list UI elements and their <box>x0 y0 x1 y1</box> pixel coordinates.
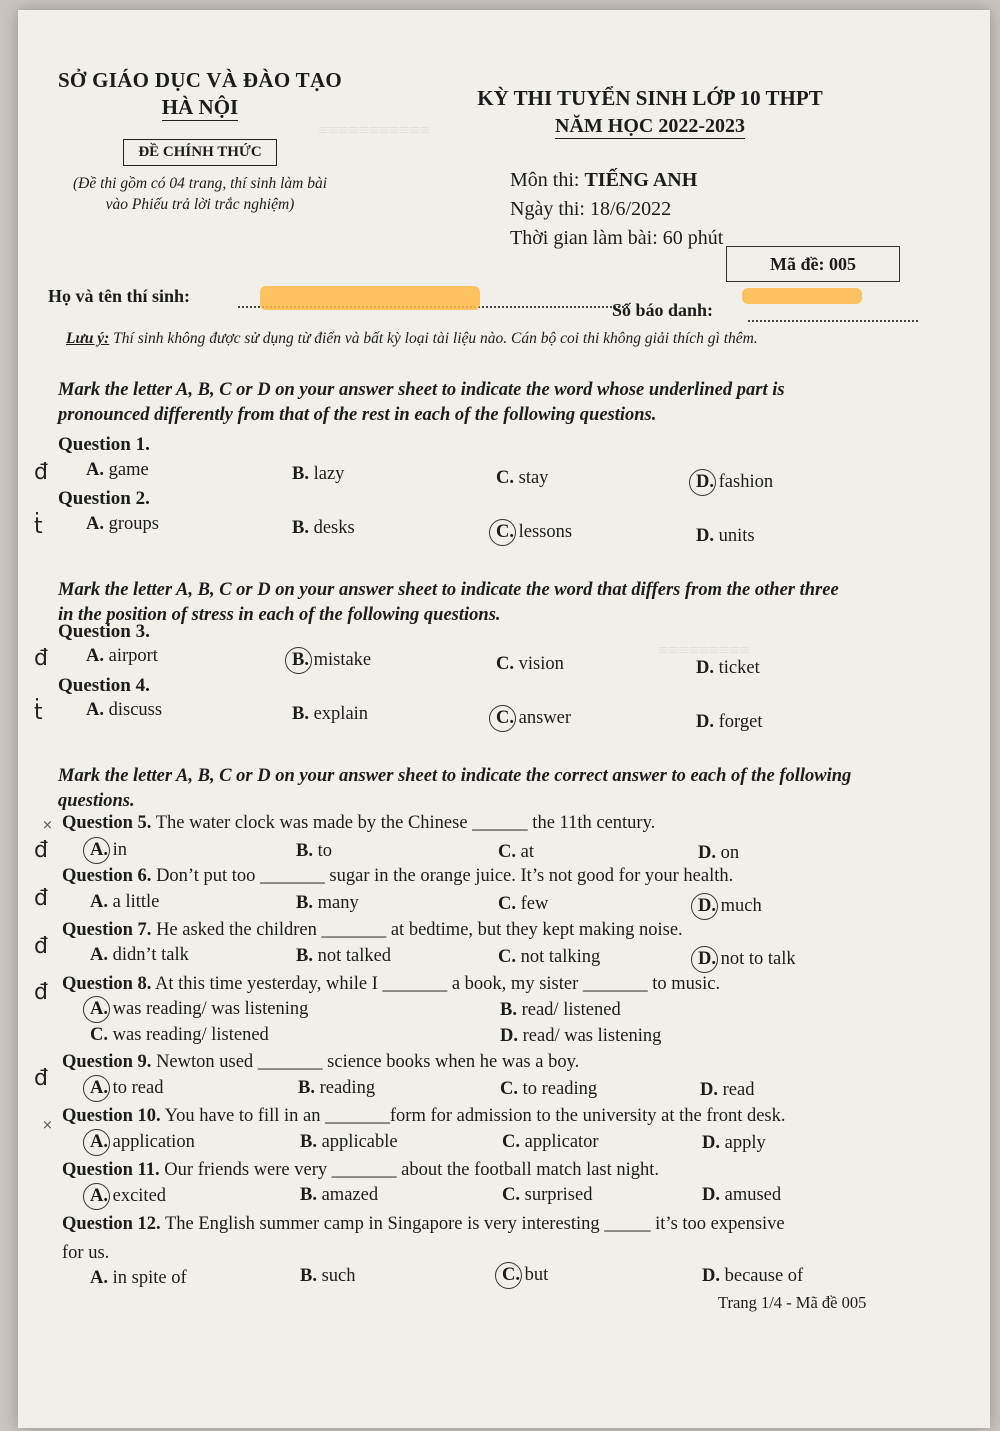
question-11: Question 11. Our friends were very _______ about the football match last night. <box>62 1160 660 1180</box>
candidate-number-field[interactable] <box>748 306 918 322</box>
q12-option-b[interactable]: B. such <box>300 1266 356 1286</box>
question-10: Question 10. You have to fill in an _______form for admission to the university at the front desk. <box>62 1106 786 1126</box>
q3-option-b[interactable]: B. mistake <box>292 650 371 671</box>
header-right <box>440 86 860 139</box>
question-1-label: Question 1. <box>58 434 150 455</box>
selected-circle <box>691 946 718 973</box>
handwritten-cross: × <box>42 818 53 833</box>
question-5: Question 5. The water clock was made by the Chinese ______ the 11th century. <box>62 813 656 833</box>
q10-option-d[interactable]: D. apply <box>702 1133 766 1153</box>
handwritten-mark: đ <box>34 460 48 485</box>
exam-name: KỲ THI TUYỂN SINH LỚP 10 THPT <box>477 86 823 110</box>
handwritten-mark: đ <box>34 1066 48 1091</box>
q6-option-a[interactable]: A. a little <box>90 892 160 912</box>
q6-option-c[interactable]: C. few <box>498 894 549 914</box>
instruction-pronunciation: Mark the letter A, B, C or D on your answer sheet to indicate the word whose underlined part is pronounced differently from that of the rest in each of the following questions. <box>58 380 785 425</box>
q2-option-c[interactable]: C. lessons <box>496 522 572 543</box>
q7-option-c[interactable]: C. not talking <box>498 947 601 967</box>
handwritten-mark: đ <box>34 980 48 1005</box>
q4-option-b[interactable]: B. explain <box>292 704 369 724</box>
q8-option-c[interactable]: C. was reading/ listened <box>90 1025 269 1045</box>
question-9: Question 9. Newton used _______ science books when he was a boy. <box>62 1052 580 1072</box>
q1-option-b[interactable]: B. lazy <box>292 464 345 484</box>
date-line: Ngày thi: 18/6/2022 <box>510 198 672 220</box>
q2-option-b[interactable]: B. desks <box>292 518 355 538</box>
q11-option-b[interactable]: B. amazed <box>300 1185 379 1205</box>
selected-circle <box>691 893 718 920</box>
header-left <box>40 68 360 216</box>
question-4-label: Question 4. <box>58 675 150 696</box>
question-8: Question 8. At this time yesterday, while I _______ a book, my sister _______ to music. <box>62 974 721 994</box>
q4-option-c[interactable]: C. answer <box>496 708 571 729</box>
selected-circle <box>83 996 110 1023</box>
question-12: Question 12. The English summer camp in Singapore is very interesting _____ it’s too expensive <box>62 1214 785 1234</box>
handwritten-cross: × <box>42 1118 53 1133</box>
q6-option-b[interactable]: B. many <box>296 893 359 913</box>
q3-option-d[interactable]: D. ticket <box>696 658 760 678</box>
question-2-label: Question 2. <box>58 488 150 509</box>
handwritten-mark: ṫ <box>34 514 43 539</box>
q8-option-a[interactable]: A. was reading/ was listening <box>90 999 308 1020</box>
instruction-correct-answer: Mark the letter A, B, C or D on your answer sheet to indicate the correct answer to each of the following questions. <box>58 766 852 811</box>
q11-option-d[interactable]: D. amused <box>702 1185 782 1205</box>
candidate-row <box>48 286 908 320</box>
selected-circle <box>83 1075 110 1102</box>
q5-option-a[interactable]: A. in <box>90 840 127 861</box>
selected-circle <box>489 519 516 546</box>
selected-circle <box>83 1129 110 1156</box>
bleed-through-text: ≡≡≡≡≡≡≡≡≡ <box>658 640 750 660</box>
exam-meta <box>510 166 723 253</box>
q2-option-a[interactable]: A. groups <box>86 514 159 534</box>
handwritten-mark: đ <box>34 838 48 863</box>
q1-option-c[interactable]: C. stay <box>496 468 549 488</box>
q11-option-c[interactable]: C. surprised <box>502 1185 593 1205</box>
q12-option-a[interactable]: A. in spite of <box>90 1268 187 1288</box>
q3-option-a[interactable]: A. airport <box>86 646 158 666</box>
q10-option-b[interactable]: B. applicable <box>300 1132 398 1152</box>
instruction-stress: Mark the letter A, B, C or D on your answer sheet to indicate the word that differs from the other three in the position of stress in each of the following questions. <box>58 580 839 625</box>
q3-option-c[interactable]: C. vision <box>496 654 564 674</box>
redaction-highlight <box>742 288 862 304</box>
selected-circle <box>495 1262 522 1289</box>
question-3-label: Question 3. <box>58 621 150 642</box>
handwritten-mark: đ <box>34 886 48 911</box>
q12-option-c[interactable]: C. but <box>502 1265 548 1286</box>
candidate-number-label: Số báo danh: <box>612 300 714 320</box>
q9-option-b[interactable]: B. reading <box>298 1078 376 1098</box>
time-line: Thời gian làm bài: 60 phút <box>510 227 724 249</box>
selected-circle <box>285 647 312 674</box>
school-year: NĂM HỌC 2022-2023 <box>555 115 745 137</box>
selected-circle <box>689 469 716 496</box>
q2-option-d[interactable]: D. units <box>696 526 755 546</box>
q5-option-d[interactable]: D. on <box>698 843 740 863</box>
q7-option-d[interactable]: D. not to talk <box>698 949 796 970</box>
q8-option-b[interactable]: B. read/ listened <box>500 1000 621 1020</box>
q7-option-b[interactable]: B. not talked <box>296 946 392 966</box>
handwritten-mark: ṫ <box>34 700 43 725</box>
q6-option-d[interactable]: D. much <box>698 896 762 917</box>
q4-option-d[interactable]: D. forget <box>696 712 763 732</box>
q10-option-c[interactable]: C. applicator <box>502 1132 599 1152</box>
q1-option-a[interactable]: A. game <box>86 460 149 480</box>
official-exam-badge: ĐỀ CHÍNH THỨC <box>123 139 276 166</box>
q12-option-d[interactable]: D. because of <box>702 1266 804 1286</box>
redaction-highlight <box>260 286 480 310</box>
q8-option-d[interactable]: D. read/ was listening <box>500 1026 662 1046</box>
candidate-name-label: Họ và tên thí sinh: <box>48 286 191 306</box>
q1-option-d[interactable]: D. fashion <box>696 472 773 493</box>
city-name: HÀ NỘI <box>161 95 239 119</box>
q9-option-c[interactable]: C. to reading <box>500 1079 598 1099</box>
warning-note: Lưu ý: Thí sinh không được sử dụng từ điển và bất kỳ loại tài liệu nào. Cán bộ coi thi không giải thích gì thêm. <box>66 330 758 347</box>
q9-option-d[interactable]: D. read <box>700 1080 755 1100</box>
subject-line: Môn thi: TIẾNG ANH <box>510 169 698 191</box>
q7-option-a[interactable]: A. didn’t talk <box>90 945 189 965</box>
page-footer: Trang 1/4 - Mã đề 005 <box>718 1293 867 1312</box>
handwritten-mark: đ <box>34 646 48 671</box>
question-12-continued: for us. <box>62 1243 110 1263</box>
department-name: SỞ GIÁO DỤC VÀ ĐÀO TẠO <box>57 68 343 92</box>
exam-code-box: Mã đề: 005 <box>726 246 900 282</box>
question-7: Question 7. He asked the children _______ at bedtime, but they kept making noise. <box>62 920 683 940</box>
q9-option-a[interactable]: A. to read <box>90 1078 163 1099</box>
q5-option-c[interactable]: C. at <box>498 842 534 862</box>
q10-option-a[interactable]: A. application <box>90 1132 195 1153</box>
q4-option-a[interactable]: A. discuss <box>86 700 163 720</box>
selected-circle <box>489 705 516 732</box>
pages-note: (Đề thi gồm có 04 trang, thí sinh làm bài vào Phiếu trả lời trắc nghiệm) <box>72 175 328 213</box>
bleed-through-text: ≡≡≡≡≡≡≡≡≡≡≡ <box>318 120 430 140</box>
selected-circle <box>83 1183 110 1210</box>
selected-circle <box>83 837 110 864</box>
handwritten-mark: đ <box>34 934 48 959</box>
q11-option-a[interactable]: A. excited <box>90 1186 166 1207</box>
q5-option-b[interactable]: B. to <box>296 841 332 861</box>
question-6: Question 6. Don’t put too _______ sugar in the orange juice. It’s not good for your health. <box>62 866 734 886</box>
